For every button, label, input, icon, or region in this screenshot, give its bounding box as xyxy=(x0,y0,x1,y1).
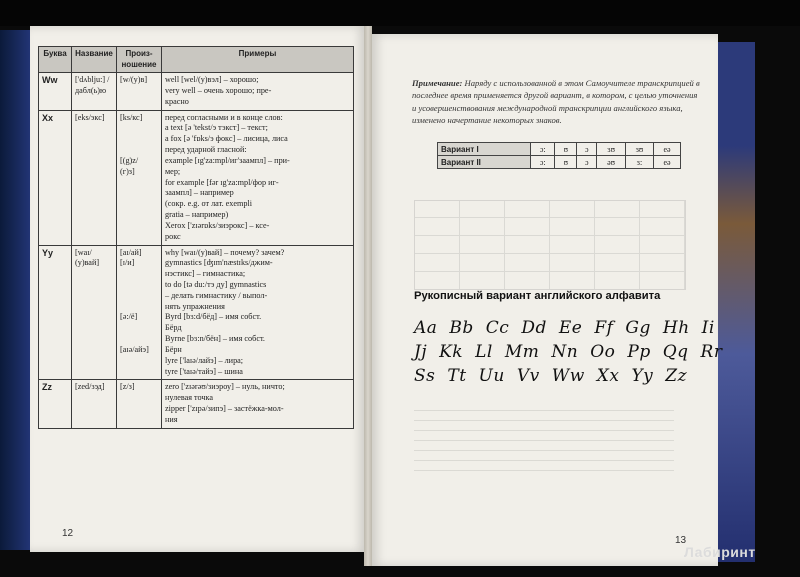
table-body xyxy=(39,73,354,429)
pronunciation-line xyxy=(120,291,158,302)
note-text: Наряду с использованной в этом Самоучителе транскрипцией в последнее время применяется другой вариант, в котором, с целью уточнения и усовершенствования международной транскрипции английского языка, изменено начертание некоторых знаков. xyxy=(412,78,700,126)
example-line: перед согласными и в конце слов: xyxy=(165,112,283,122)
variant-cell: eə xyxy=(654,143,681,156)
cell-examples xyxy=(162,110,354,245)
handwritten-letter-pair: Ii xyxy=(701,318,715,338)
example-line: нулевая точка xyxy=(165,393,213,403)
handwritten-letter-pair: Ss xyxy=(414,366,436,386)
cell-name: [eks/экс] xyxy=(72,110,117,245)
handwritten-letter-pair: Rr xyxy=(700,342,723,362)
example-line: (сокр. e.g. от лат. exempli xyxy=(165,199,253,209)
handwritten-letter-pair: Ff xyxy=(594,318,614,338)
cell-pronunciation xyxy=(117,110,162,245)
pronunciation-line: [aɪə/айэ] xyxy=(120,344,149,354)
cell-name: [waɪ/ (у)вай] xyxy=(72,245,117,380)
variant-cell: ɔ: xyxy=(531,143,555,156)
header-examples: Примеры xyxy=(162,47,354,73)
example-line: Xerox ['zɪərɒks/зиэрокс] – ксе- xyxy=(165,220,270,230)
example-line: gratia – например) xyxy=(165,210,229,220)
example-line: well [wel/(у)вэл] – хорошо; xyxy=(165,75,259,85)
table-row xyxy=(39,380,354,428)
variant-cell: ɔ: xyxy=(531,156,555,169)
variant-cell: eə xyxy=(654,156,681,169)
handwriting-row-3 xyxy=(414,366,687,386)
example-line: Бёрн xyxy=(165,344,182,354)
header-name: Название xyxy=(72,47,117,73)
handwritten-letter-pair: Pp xyxy=(627,342,651,362)
pronunciation-line xyxy=(120,302,158,313)
pronunciation-line xyxy=(120,323,158,334)
transcription-variants-table xyxy=(437,142,681,169)
example-line: Бёрд xyxy=(165,323,182,333)
handwritten-letter-pair: Vv xyxy=(516,366,540,386)
publisher-watermark: Лабиринт xyxy=(684,544,756,560)
table-row xyxy=(39,73,354,110)
pronunciation-line xyxy=(120,269,158,280)
handwritten-letter-pair: Ww xyxy=(551,366,585,386)
variant-cell: ʊ xyxy=(555,143,577,156)
handwritten-letter-pair: Gg xyxy=(625,318,651,338)
variant-cell: ɔ xyxy=(577,156,597,169)
example-line: zipper ['zɪpə/зипэ] – застёжка-мол- xyxy=(165,404,284,414)
cell-examples xyxy=(162,73,354,110)
table-row xyxy=(39,245,354,380)
pronunciation-line: [w/(у)в] xyxy=(120,75,148,85)
handwriting-row-1 xyxy=(414,318,715,338)
pronunciation-line: [ə:/ё] xyxy=(120,312,138,322)
example-line: a fox [ə 'fɒks/э фокс] – лисица, лиса xyxy=(165,134,288,144)
cell-letter: Zz xyxy=(39,380,72,428)
handwritten-letter-pair: Yy xyxy=(631,366,654,386)
handwritten-letter-pair: Mm xyxy=(504,342,540,362)
cell-name: ['dʌblju:] / дабл(ь)ю xyxy=(72,73,117,110)
cell-examples xyxy=(162,245,354,380)
pronunciation-line: [aɪ/ай] xyxy=(120,247,142,257)
pronunciation-line xyxy=(120,334,158,345)
page-number-left: 12 xyxy=(62,528,74,539)
handwritten-letter-pair: Qq xyxy=(662,342,689,362)
example-line: to do [tə du:/тэ ду] gymnastics xyxy=(165,280,267,289)
note-paragraph xyxy=(412,77,700,127)
variant-cell: ɔ xyxy=(577,143,597,156)
example-line: мер; xyxy=(165,166,181,176)
example-line: нять упражнения xyxy=(165,301,225,311)
pronunciation-line: [(g)z/ xyxy=(120,155,139,165)
handwritten-letter-pair: Tt xyxy=(447,366,467,386)
table-header-row xyxy=(39,47,354,73)
variant-label: Вариант II xyxy=(438,156,531,169)
table-row xyxy=(39,110,354,245)
example-line: tyre ['taɪə/тайэ] – шина xyxy=(165,366,243,376)
handwritten-letter-pair: Bb xyxy=(449,318,474,338)
bleed-through-text xyxy=(414,410,674,480)
example-line: a text [ə 'tekst/э тэкст] – текст; xyxy=(165,123,268,133)
bleed-through-table xyxy=(414,200,686,290)
variant-cell: ɜʊ xyxy=(597,143,626,156)
alphabet-table xyxy=(38,46,354,429)
example-line: перед ударной гласной: xyxy=(165,145,247,155)
variant-label: Вариант I xyxy=(438,143,531,156)
handwritten-letter-pair: Aa xyxy=(414,318,438,338)
variant-cell: əʊ xyxy=(597,156,626,169)
example-line: Byrd [bɜ:d/бёд] – имя собст. xyxy=(165,312,262,322)
book-spine xyxy=(364,26,372,566)
cell-name: [zed/зэд] xyxy=(72,380,117,428)
handwritten-letter-pair: Cc xyxy=(485,318,510,338)
book-cover-edge-right xyxy=(715,42,755,562)
example-line: example [ɪg'za:mpl/иг'заампл] – при- xyxy=(165,155,290,165)
handwritten-letter-pair: Hh xyxy=(662,318,690,338)
variant-cell: ɜʊ xyxy=(625,143,653,156)
pronunciation-line xyxy=(120,134,158,145)
example-line: красно xyxy=(165,96,189,106)
example-line: ния xyxy=(165,414,178,424)
handwritten-letter-pair: Ee xyxy=(558,318,583,338)
note-label: Примечание: xyxy=(412,78,463,88)
pronunciation-line: (г)з] xyxy=(120,166,135,176)
example-line: нэстикс] – гимнастика; xyxy=(165,269,246,279)
handwritten-letter-pair: Jj xyxy=(414,342,428,362)
variant-cell: ʊ xyxy=(555,156,577,169)
cell-pronunciation xyxy=(117,73,162,110)
pronunciation-line xyxy=(120,123,158,134)
cell-letter: Xx xyxy=(39,110,72,245)
pronunciation-line: [ks/кс] xyxy=(120,112,143,122)
handwritten-letter-pair: Xx xyxy=(596,366,620,386)
header-pronunciation: Произ- ношение xyxy=(117,47,162,73)
handwritten-letter-pair: Dd xyxy=(521,318,547,338)
example-line: gymnastics [ʤɪm'næstɪks/джим- xyxy=(165,258,273,268)
header-letter: Буква xyxy=(39,47,72,73)
pronunciation-line xyxy=(120,280,158,291)
pronunciation-line: [z/з] xyxy=(120,382,135,392)
cell-pronunciation xyxy=(117,380,162,428)
handwritten-letter-pair: Nn xyxy=(551,342,579,362)
cell-pronunciation xyxy=(117,245,162,380)
handwritten-letter-pair: Uu xyxy=(478,366,505,386)
cell-examples xyxy=(162,380,354,428)
variant-row xyxy=(438,156,681,169)
example-line: why [waɪ/(у)вай] – почему? зачем? xyxy=(165,247,285,257)
pronunciation-line: [ɪ/и] xyxy=(120,258,135,268)
handwritten-letter-pair: Kk xyxy=(439,342,464,362)
example-line: very well – очень хорошо; пре- xyxy=(165,85,272,95)
example-line: заампл] – например xyxy=(165,188,234,198)
example-line: for example [fər ɪg'za:mpl/фор иг- xyxy=(165,177,279,187)
page-number-right: 13 xyxy=(675,535,687,546)
background-top xyxy=(0,0,800,26)
variant-cell: ɜ: xyxy=(625,156,653,169)
variants-body xyxy=(438,143,681,169)
variant-row xyxy=(438,143,681,156)
handwritten-letter-pair: Zz xyxy=(665,366,688,386)
cell-letter: Ww xyxy=(39,73,72,110)
handwritten-letter-pair: Oo xyxy=(590,342,616,362)
cell-letter: Yy xyxy=(39,245,72,380)
handwriting-title: Рукописный вариант английского алфавита xyxy=(414,290,661,302)
example-line: lyre ['laɪə/лайэ] – лира; xyxy=(165,355,244,365)
example-line: Byrne [bɜ:n/бён] – имя собст. xyxy=(165,334,265,344)
example-line: – делать гимнастику / выпол- xyxy=(165,290,268,300)
handwritten-letter-pair: Ll xyxy=(475,342,493,362)
handwriting-row-2 xyxy=(414,342,722,362)
example-line: рокс xyxy=(165,231,181,241)
example-line: zero ['zɪərəʊ/зиэроу] – нуль, ничто; xyxy=(165,382,285,392)
pronunciation-line xyxy=(120,145,158,156)
